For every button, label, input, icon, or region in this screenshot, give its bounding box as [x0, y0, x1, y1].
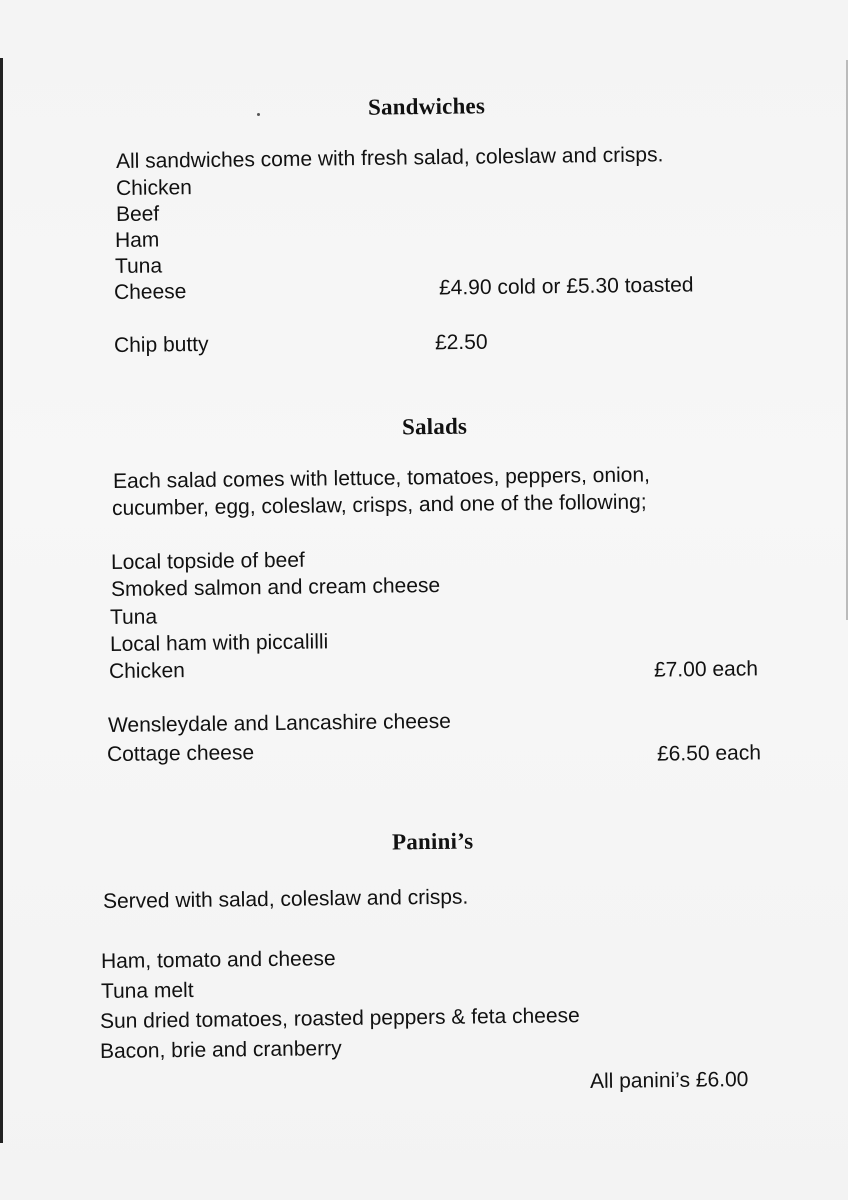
salad-item: Wensleydale and Lancashire cheese — [107, 709, 451, 737]
sandwiches-price: £4.90 cold or £5.30 toasted — [438, 273, 694, 300]
salads-intro-line-2: cucumber, egg, coleslaw, crisps, and one of the following; — [111, 490, 647, 520]
chip-butty: Chip butty — [113, 332, 209, 357]
panini-item: Tuna melt — [100, 978, 194, 1003]
salad-item: Tuna — [109, 605, 158, 629]
speck — [257, 113, 260, 116]
paninis-intro: Served with salad, coleslaw and crisps. — [102, 885, 469, 913]
salad-item: Chicken — [108, 659, 186, 683]
salads-intro-line-1: Each salad comes with lettuce, tomatoes, peppers, onion, — [112, 463, 651, 493]
salads-heading: Salads — [401, 413, 468, 440]
sandwich-item: Ham — [114, 228, 160, 252]
paninis-price: All panini’s £6.00 — [589, 1068, 749, 1093]
sandwich-item: Cheese — [113, 280, 187, 304]
salad-item: Smoked salmon and cream cheese — [110, 573, 441, 601]
sandwich-item: Chicken — [115, 176, 193, 200]
panini-item: Ham, tomato and cheese — [100, 947, 336, 973]
sandwich-item: Beef — [115, 202, 160, 226]
panini-item: Sun dried tomatoes, roasted peppers & feta cheese — [99, 1004, 580, 1033]
salads-price-2: £6.50 each — [656, 741, 762, 766]
sandwiches-intro: All sandwiches come with fresh salad, coleslaw and crisps. — [115, 143, 664, 173]
sandwich-item: Tuna — [114, 254, 163, 278]
page-edge — [0, 58, 3, 1143]
salad-item: Local topside of beef — [110, 548, 305, 574]
sandwiches-heading: Sandwiches — [367, 93, 486, 120]
salads-price-1: £7.00 each — [653, 657, 759, 682]
salad-item: Local ham with piccalilli — [109, 630, 329, 656]
salad-item: Cottage cheese — [106, 741, 255, 766]
panini-item: Bacon, brie and cranberry — [99, 1037, 342, 1063]
paninis-heading: Panini’s — [391, 828, 474, 855]
chip-butty-price: £2.50 — [434, 330, 488, 355]
